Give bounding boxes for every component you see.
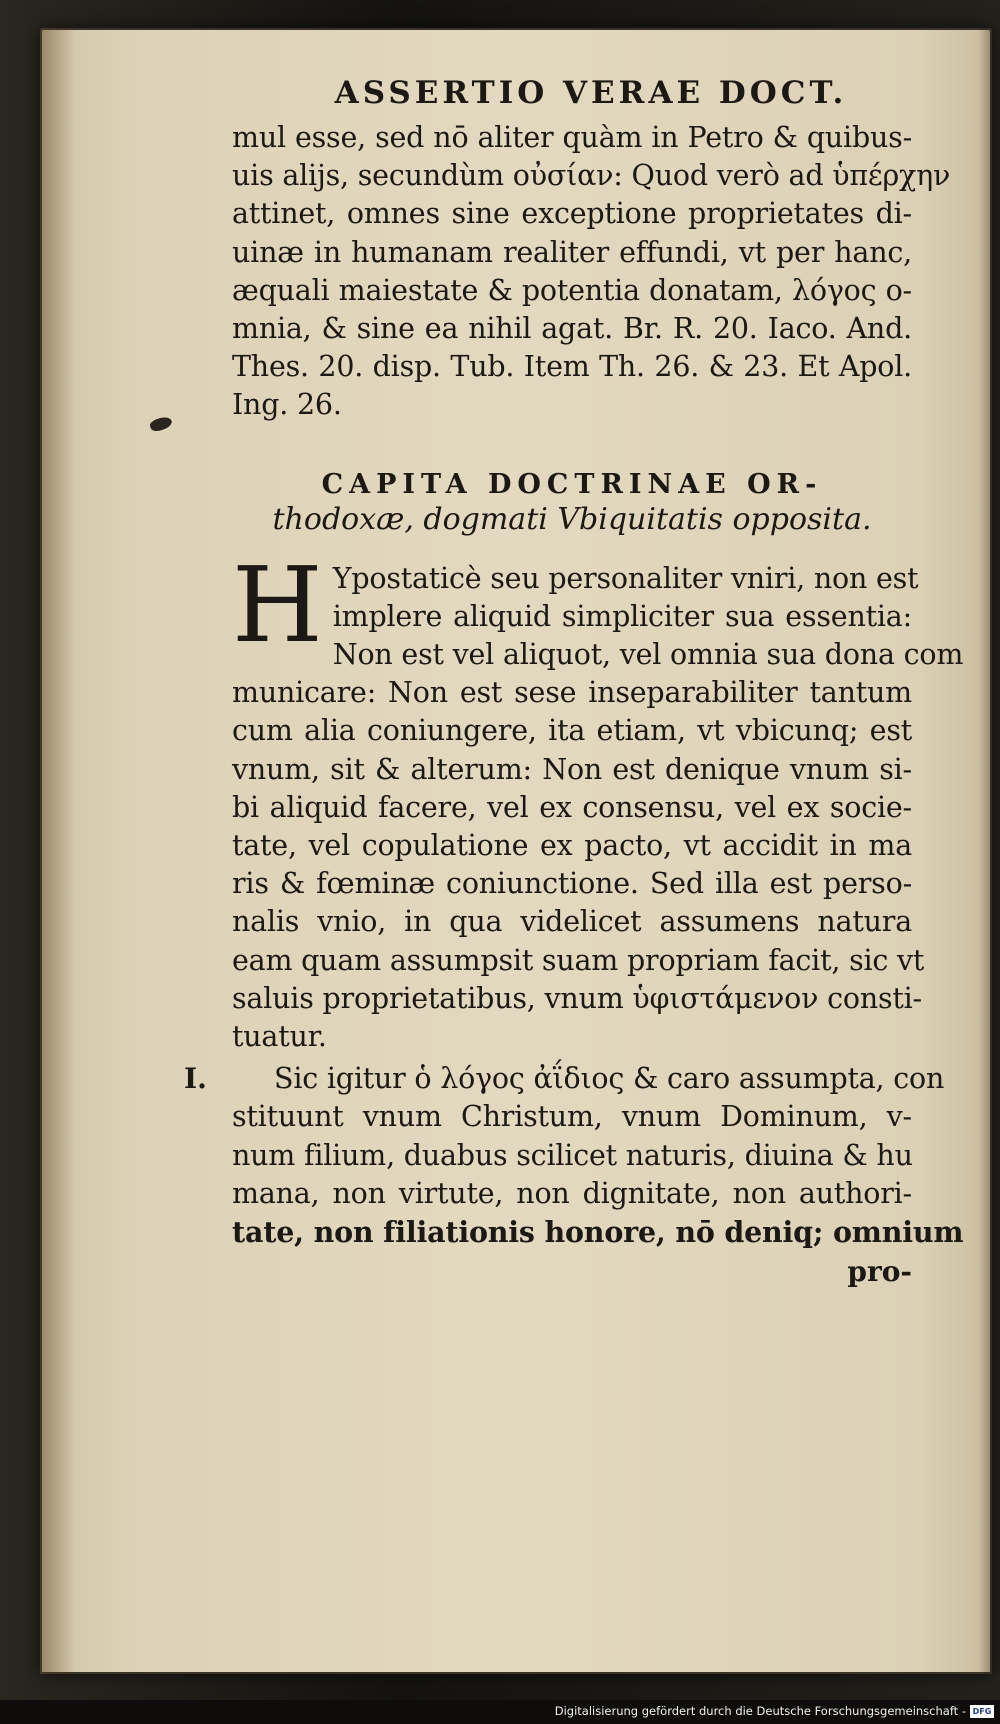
text-line: tate, non filiationis honore, nō deniq; omnium	[232, 1215, 964, 1250]
text-line: stituunt vnum Christum, vnum Dominum, v-	[232, 1100, 912, 1134]
text-line: attinet, omnes sine exceptione proprietates di-	[232, 197, 912, 231]
text-line: saluis proprietatibus, vnum ὑφιστάμενον consti-	[232, 981, 922, 1015]
text-line: mana, non virtute, non dignitate, non authori-	[232, 1176, 912, 1210]
catchword: pro-	[847, 1255, 912, 1289]
text-line: cum alia coniungere, ita etiam, vt vbicunq; est	[232, 714, 912, 748]
text-line: tate, vel copulatione ex pacto, vt accidit in ma	[232, 829, 912, 863]
text-line: Ing. 26.	[232, 388, 342, 422]
text-line: Non est vel aliquot, vel omnia sua dona com	[332, 638, 964, 672]
text-line: uinæ in humanam realiter effundi, vt per hanc,	[232, 235, 912, 269]
running-head: ASSERTIO VERAE DOCT.	[334, 75, 848, 111]
section-title: CAPITA DOCTRINAE OR-	[321, 468, 823, 500]
section-subtitle: thodoxæ, dogmati Vbiquitatis opposita.	[272, 501, 872, 537]
text-line: Ypostaticè seu personaliter vniri, non est	[332, 561, 919, 595]
page-text	[184, 75, 964, 1291]
text-line: uis alijs, secundùm οὐσίαν: Quod verò ad ὑπέρχην	[232, 159, 951, 193]
text-line: mul esse, sed nō aliter quàm in Petro & quibus-	[232, 121, 912, 154]
text-line: num filium, duabus scilicet naturis, diuina & hu	[232, 1138, 913, 1172]
item-number: I.	[184, 1062, 207, 1096]
drop-cap: H	[232, 543, 323, 666]
paragraph-continued	[232, 119, 951, 425]
page-edge-shadow	[978, 28, 992, 1674]
numbered-paragraph	[184, 1060, 964, 1251]
text-line: Sic igitur ὁ λόγος ἀΐδιος & caro assumpta, con	[274, 1062, 945, 1096]
text-line: vnum, sit & alterum: Non est denique vnum si-	[232, 752, 912, 786]
text-line: municare: Non est sese inseparabiliter tantum	[232, 676, 912, 710]
text-line: nalis vnio, in qua videlicet assumens natura	[232, 905, 912, 939]
text-line: mnia, & sine ea nihil agat. Br. R. 20. Iaco. And.	[232, 312, 912, 346]
text-line: æquali maiestate & potentia donatam, λόγος o-	[232, 273, 912, 307]
text-line: eam quam assumpsit suam propriam facit, sic vt	[232, 943, 925, 977]
footer-bar	[0, 1700, 1000, 1724]
text-line: ris & fœminæ coniunctione. Sed illa est perso-	[232, 867, 912, 901]
text-line: tuatur.	[232, 1020, 327, 1054]
footer-credit: Digitalisierung gefördert durch die Deutsche Forschungsgemeinschaft -	[554, 1704, 966, 1718]
text-line: bi aliquid facere, vel ex consensu, vel ex socie-	[232, 790, 912, 824]
paragraph-hypostatice	[232, 543, 964, 1057]
text-line: Thes. 20. disp. Tub. Item Th. 26. & 23. Et Apol.	[232, 350, 912, 384]
dfg-logo-icon: DFG	[970, 1705, 994, 1718]
text-line: implere aliquid simpliciter sua essentia:	[332, 599, 912, 633]
